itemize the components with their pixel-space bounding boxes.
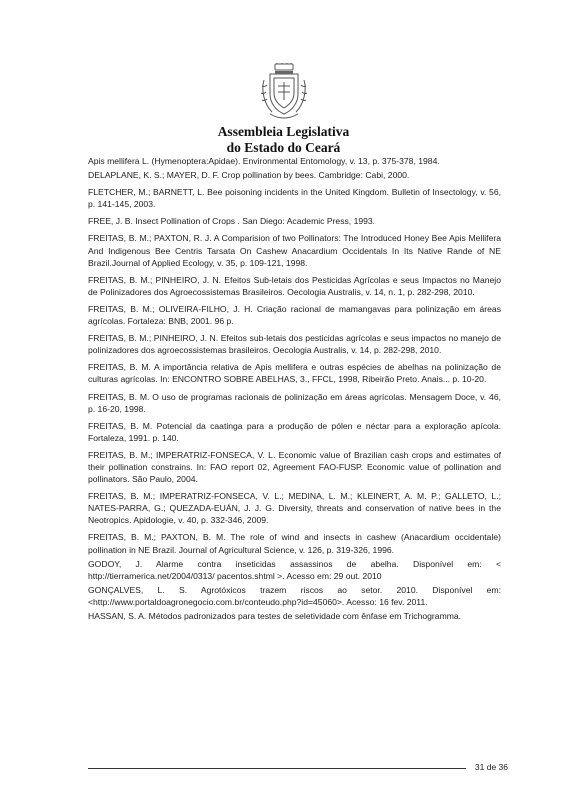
reference-entry: FREITAS, B. M.; PINHEIRO, J. N. Efeitos sub-letais dos pesticidas agrícolas e seus impactos no manejo de polinizadores dos agroecossistemas brasileiros. Oecologia Australis, v. 14, p. 282-298, 2010. xyxy=(88,333,501,356)
reference-entry: DELAPLANE, K. S.; MAYER, D. F. Crop pollination by bees. Cambridge: Cabi, 2000. xyxy=(88,170,410,181)
coat-of-arms-seal-icon xyxy=(258,62,310,124)
org-name-line-2: do Estado do Ceará xyxy=(226,140,341,155)
reference-entry: FREITAS, B. M.; PAXTON, R. J. A Comparision of two Pollinators: The Introduced Honey Bee Apis Mellifera And Indigenous Bee Centris Tarsata On Cashew Anacardium Occidentals In Its Native Rande of NE Brazil.Journal of Applied Ecology, v. 35, p. 109-121, 1998. xyxy=(88,233,501,268)
reference-entry: Apis mellifera L. (Hymenoptera:Apidae). Environmental Entomology, v. 13, p. 375-378, 1984. xyxy=(88,156,440,166)
reference-entry: HASSAN, S. A. Métodos padronizados para testes de seletividade com ênfase em Trichogramma. xyxy=(88,611,462,621)
reference-entry: FREITAS, B. M.; PINHEIRO, J. N. Efeitos Sub-letais dos Pesticidas Agrícolas e seus Impactos no Manejo de Polinizadores dos Agroecossistemas Brasileiros. Oecologia Australis, v. 14, n. 1, p. 282-298, 2010. xyxy=(88,274,501,297)
reference-entry: FREE, J. B. Insect Pollination of Crops . San Diego: Academic Press, 1993. xyxy=(88,216,376,227)
page-number: 31 de 36 xyxy=(466,762,508,772)
reference-entry: FREITAS, B. M.; PAXTON, B. M. The role of wind and insects in cashew (Anacardium occidentale) pollination in NE Brazil. Journal of Agricultural Science, v. 126, p. 319-326, 1996. xyxy=(88,532,501,555)
reference-entry: FREITAS, B. M. A importância relativa de Apis mellifera e outras espécies de abelhas na polinização de culturas agrícolas. In: ENCONTRO SOBRE ABELHAS, 3., FFCL, 1998, Ribeirão Preto. Anais... p. 10-20. xyxy=(88,362,501,385)
reference-entry: FREITAS, B. M.; OLIVEIRA-FILHO, J. H. Criação racional de mamangavas para polinização em áreas agrícolas. Fortaleza: BNB, 2001. 96 p. xyxy=(88,303,501,327)
reference-list xyxy=(88,155,501,627)
reference-entry: FLETCHER, M.; BARNETT, L. Bee poisoning incidents in the United Kingdom. Bulletin of Insectology, v. 56, p. 141-145, 2003. xyxy=(88,187,501,210)
reference-entry: FREITAS, B. M.; IMPERATRIZ-FONSECA, V. L. Economic value of Brazilian cash crops and estimates of their pollination constrains. In: FAO report 02, Agreement FAO-FUSP. Economic value of pollination and pollinators. São Paulo, 2004. xyxy=(88,449,501,485)
document-header xyxy=(0,62,567,156)
reference-entry: GODOY, J. Alarme contra inseticidas assassinos de abelha. Disponível em: < http://tierramerica.net/2004/0313/ pacentos.shtml >. Acesso em: 29 out. 2010 xyxy=(88,558,501,581)
reference-entry: FREITAS, B. M. Potencial da caatinga para a produção de pólen e néctar para a exploração apícola. Fortaleza, 1991. p. 140. xyxy=(88,420,501,443)
footer-rule xyxy=(88,768,505,769)
reference-entry: FREITAS, B. M. O uso de programas racionais de polinização em áreas agrícolas. Mensagem Doce, v. 46, p. 16-20, 1998. xyxy=(88,391,501,414)
reference-entry: GONÇALVES, L. S. Agrotóxicos trazem riscos ao setor. 2010. Disponível em: <http://www.portaldoagronegocio.com.br/conteudo.php?id=45060>. Acesso: 16 fev. 2011. xyxy=(88,584,501,607)
reference-entry: FREITAS, B. M.; IMPERATRIZ-FONSECA, V. L.; MEDINA, L. M.; KLEINERT, A. M. P.; GALLETO, L.; NATES-PARRA, G.; QUEZADA-EUÁN, J. J. G. Diversity, threats and conservation of native bees in the Neotropics. Apidologie, v. 40, p. 332-346, 2009. xyxy=(88,491,501,526)
org-name-line-1: Assembleia Legislativa xyxy=(217,124,350,139)
